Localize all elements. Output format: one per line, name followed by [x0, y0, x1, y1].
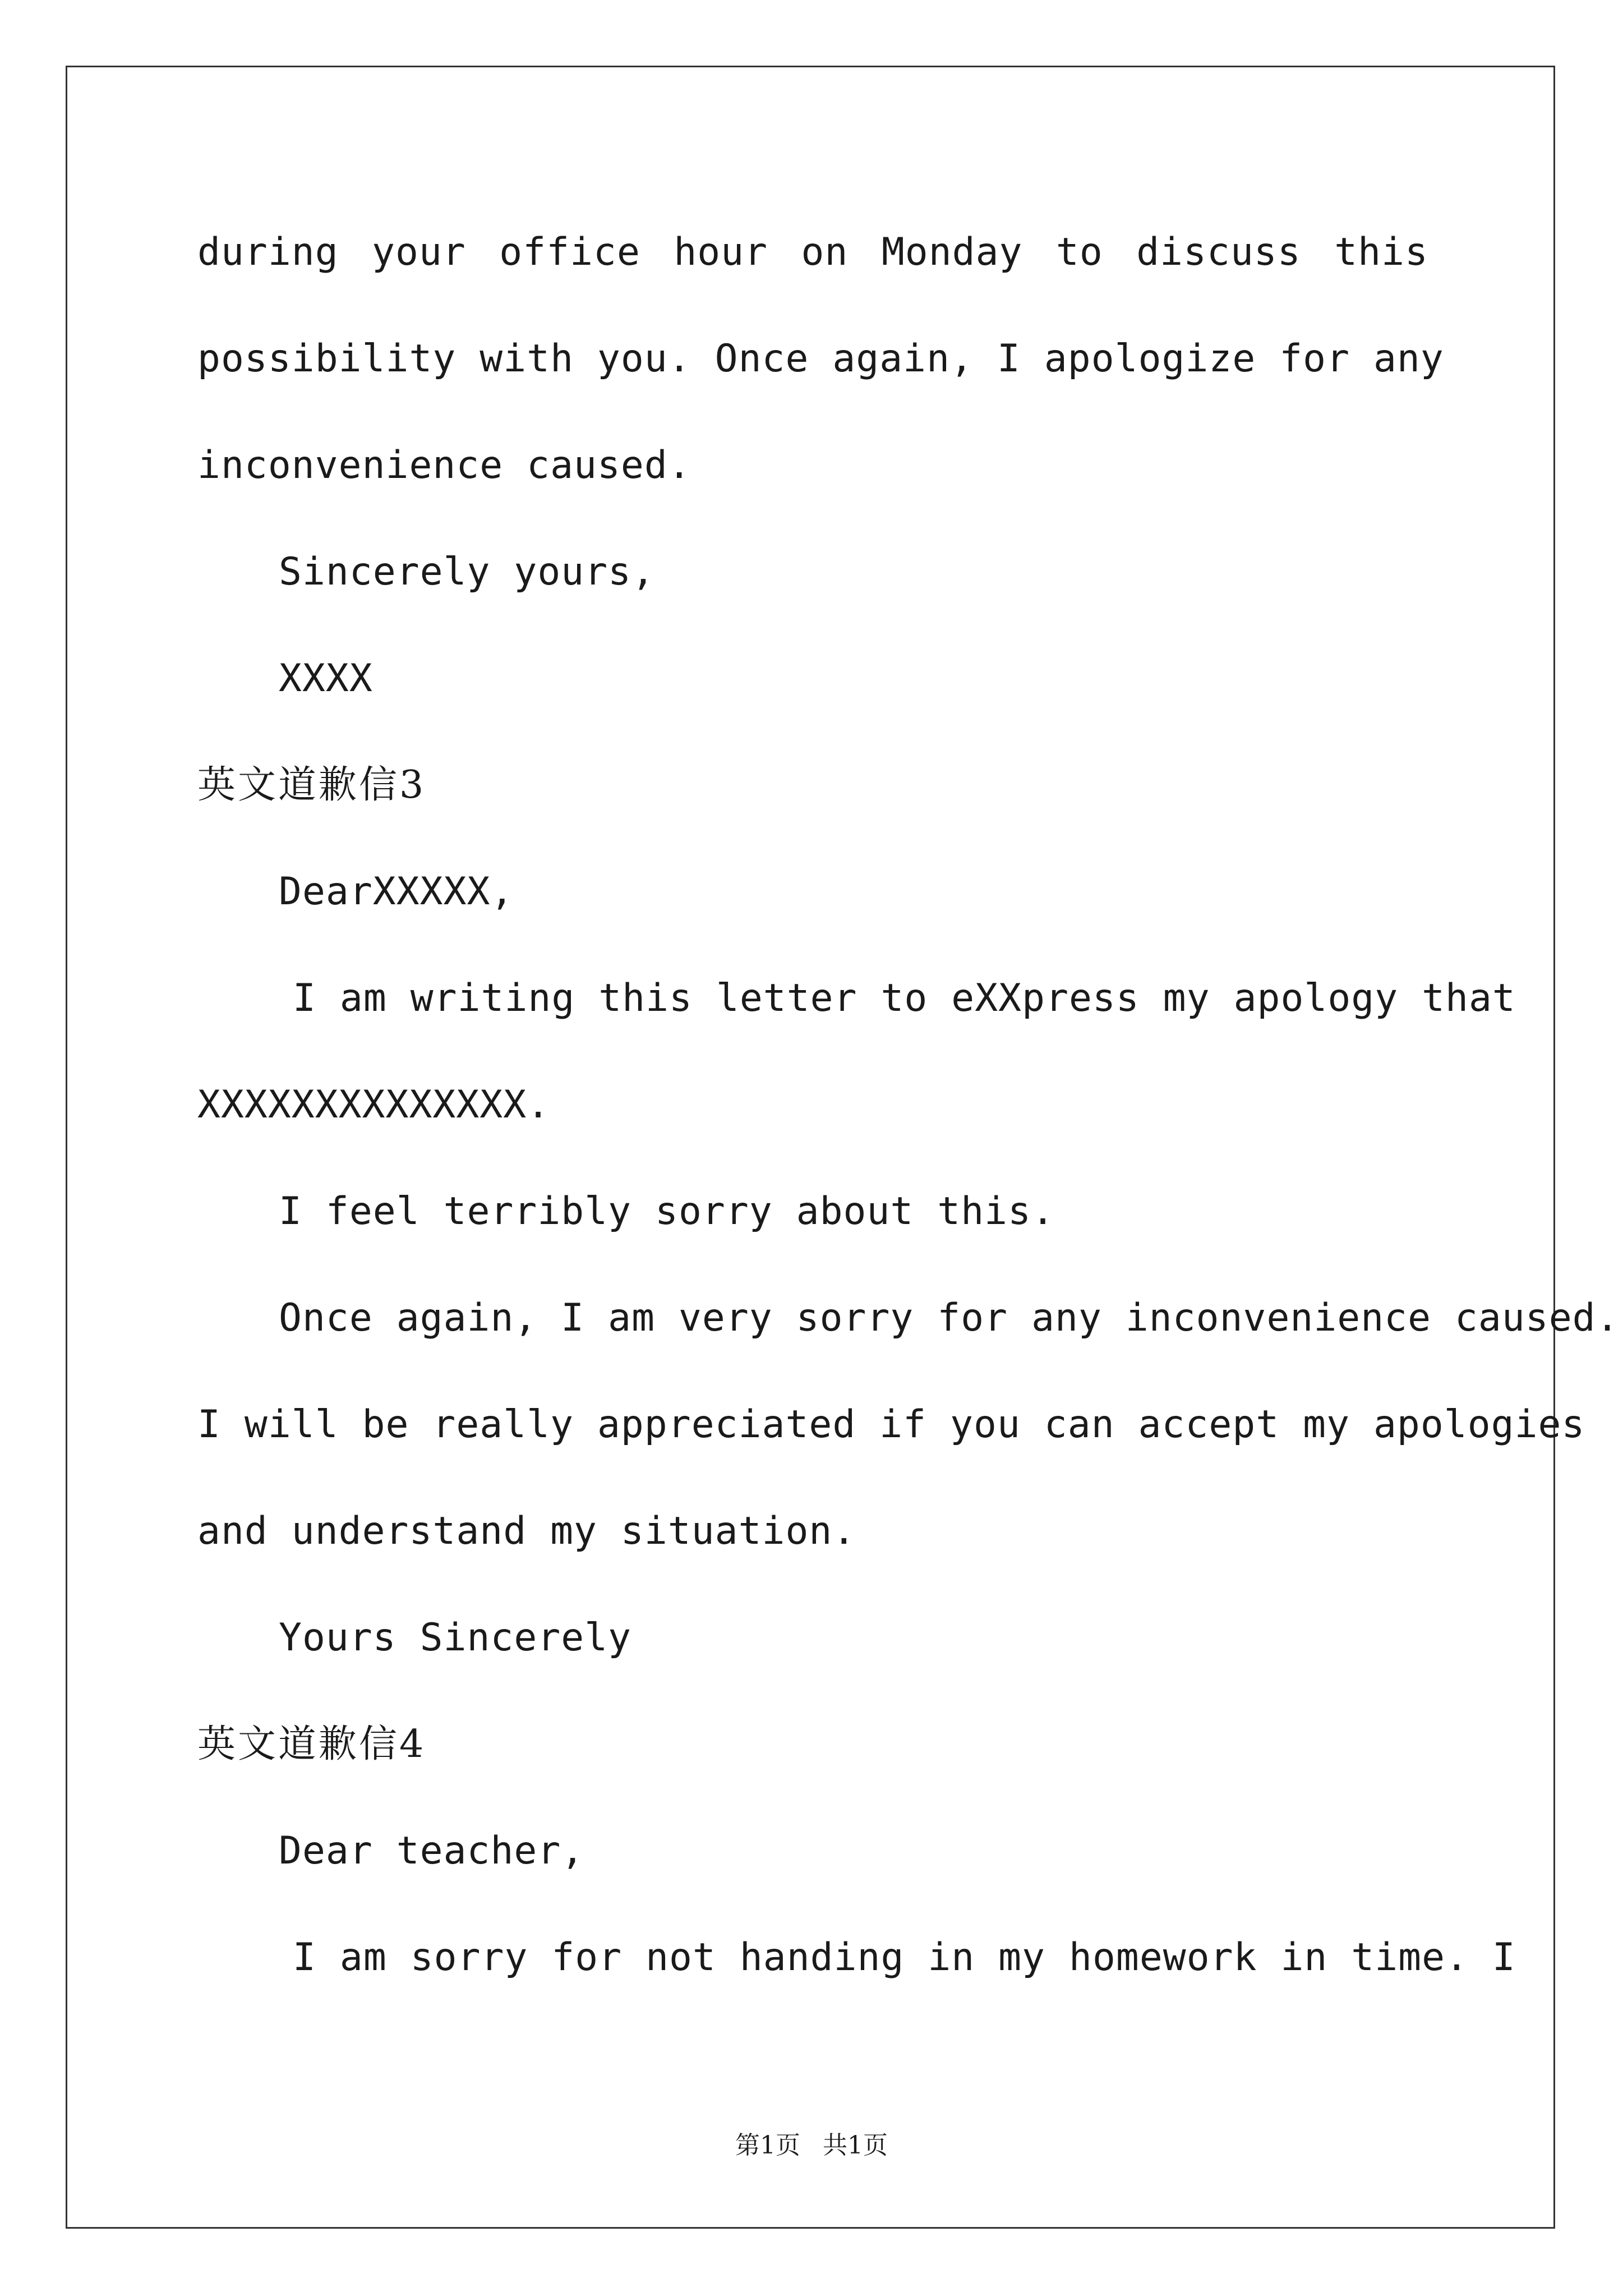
salutation-line: DearXXXXX,: [279, 869, 514, 914]
text-line: I am writing this letter to eXXpress my apology that: [293, 976, 1516, 1020]
page-footer: [0, 2129, 1623, 2162]
signature-line: XXXX: [279, 656, 373, 701]
text-line: possibility with you. Once again, I apologize for any: [197, 337, 1444, 381]
text-line: I am sorry for not handing in my homework in time. I: [293, 1935, 1516, 1980]
text-line: I will be really appreciated if you can accept my apologies: [197, 1402, 1585, 1447]
page-number: 第1页: [735, 2131, 800, 2160]
closing-line: Sincerely yours,: [279, 550, 656, 594]
text-line: during your office hour on Monday to discuss this: [197, 230, 1428, 274]
text-line: I feel terribly sorry about this.: [279, 1189, 1055, 1234]
salutation-line: Dear teacher,: [279, 1829, 585, 1873]
text-line: XXXXXXXXXXXXXX.: [197, 1083, 551, 1127]
page-total: 共1页: [823, 2131, 888, 2160]
closing-line: Yours Sincerely: [279, 1616, 632, 1660]
text-line: Once again, I am very sorry for any inconvenience caused.: [279, 1296, 1620, 1340]
section-heading: 英文道歉信4: [197, 1722, 426, 1766]
text-line: and understand my situation.: [197, 1509, 856, 1553]
section-heading: 英文道歉信3: [197, 763, 426, 807]
text-line: inconvenience caused.: [197, 443, 691, 487]
